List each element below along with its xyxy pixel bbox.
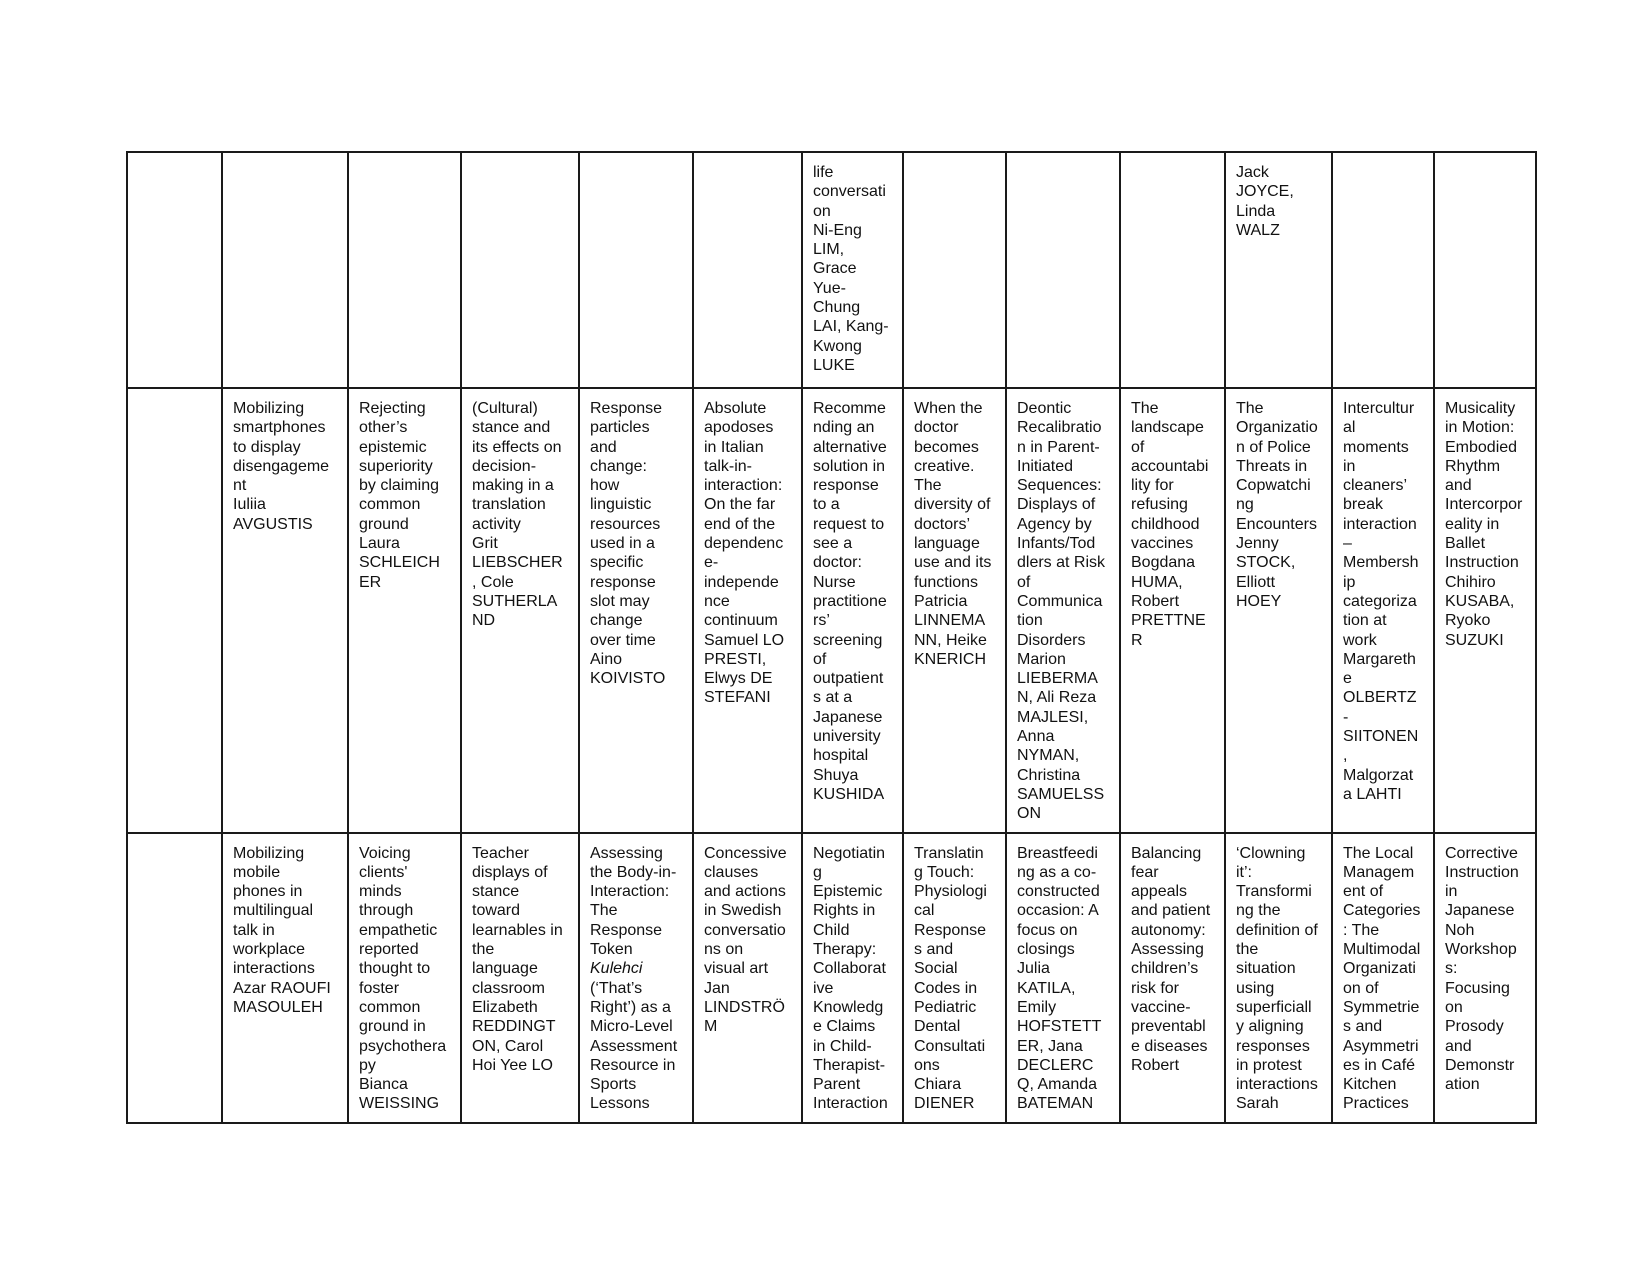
table-cell xyxy=(802,833,903,1123)
table-cell xyxy=(903,388,1006,833)
table-cell xyxy=(1120,833,1225,1123)
cell-text: Negotiatin g Epistemic Rights in Child Therapy: Collaborat ive Knowledg e Claims in Child- Therapist- Parent Interaction xyxy=(813,844,888,1113)
row-header-cell xyxy=(127,152,222,388)
table-cell xyxy=(579,388,693,833)
table-cell xyxy=(1225,152,1332,388)
table-row xyxy=(127,833,1536,1123)
table-cell xyxy=(1006,833,1120,1123)
table-cell xyxy=(802,152,903,388)
table-cell xyxy=(1225,388,1332,833)
table-cell xyxy=(1006,152,1120,388)
table-cell xyxy=(693,388,802,833)
cell-text: ‘Clowning it’: Transformi ng the definition of the situation using superficiall y aligning responses in protest interactions Sarah xyxy=(1236,844,1318,1113)
table-cell xyxy=(1332,388,1434,833)
cell-text: Breastfeedi ng as a co- constructed occasion: A focus on closings Julia KATILA, Emily HOFSTETT ER, Jana DECLERC Q, Amanda BATEMAN xyxy=(1017,844,1102,1113)
row-header-cell xyxy=(127,388,222,833)
table-cell xyxy=(1434,152,1536,388)
table-cell xyxy=(1434,388,1536,833)
table-cell xyxy=(348,152,461,388)
table-cell xyxy=(461,833,579,1123)
cell-text: Absolute apodoses in Italian talk-in- interaction: On the far end of the dependenc e- independe nce continuum Samuel LO PRESTI, Elwys DE STEFANI xyxy=(704,400,785,707)
cell-text: (Cultural) stance and its effects on decision- making in a translation activity Grit LIEBSCHER , Cole SUTHERLA ND xyxy=(472,400,563,630)
table-cell xyxy=(348,833,461,1123)
cell-text: life conversati on Ni-Eng LIM, Grace Yue- Chung LAI, Kang- Kwong LUKE xyxy=(813,164,889,374)
cell-text: Rejecting other’s epistemic superiority by claiming common ground Laura SCHLEICH ER xyxy=(359,400,440,591)
cell-text: Balancing fear appeals and patient autonomy: Assessing children’s risk for vaccine- preventabl e diseases Robert xyxy=(1131,844,1211,1074)
cell-text: The landscape of accountabi lity for refusing childhood vaccines Bogdana HUMA, Robert PRETTNE R xyxy=(1131,400,1209,649)
cell-text: The Local Managem ent of Categories : The Multimodal Organizati on of Symmetrie s and Asymmetri es in Café Kitchen Practices xyxy=(1343,844,1421,1113)
table-cell xyxy=(1120,152,1225,388)
cell-text: Intercultur al moments in cleaners’ break interaction – Membersh ip categoriza tion at work Margareth e OLBERTZ - SIITONEN , Malgorzat a LAHTI xyxy=(1343,400,1419,803)
table-cell xyxy=(579,152,693,388)
table-cell xyxy=(1120,388,1225,833)
table-cell xyxy=(1332,833,1434,1123)
cell-text: The Organizatio n of Police Threats in Copwatchi ng Encounters Jenny STOCK, Elliott HOEY xyxy=(1236,400,1318,610)
table-cell xyxy=(693,152,802,388)
table-cell xyxy=(1225,833,1332,1123)
table-cell xyxy=(222,833,348,1123)
table-cell xyxy=(693,833,802,1123)
cell-text: Assessing the Body-in- Interaction: The Response Token Kulehci (‘That’s Right’) as a Micro-Level Assessment Resource in Sports Lessons xyxy=(590,844,678,1113)
table-cell xyxy=(348,388,461,833)
cell-text: Corrective Instruction in Japanese Noh Workshop s: Focusing on Prosody and Demonstr ation xyxy=(1445,844,1519,1094)
row-header-cell xyxy=(127,833,222,1123)
cell-text: Musicality in Motion: Embodied Rhythm and Intercorpor eality in Ballet Instruction Chihiro KUSABA, Ryoko SUZUKI xyxy=(1445,400,1523,649)
cell-text: Mobilizing smartphones to display disengageme nt Iuliia AVGUSTIS xyxy=(233,400,330,533)
table-cell xyxy=(461,152,579,388)
table-cell xyxy=(461,388,579,833)
table-cell xyxy=(579,833,693,1123)
cell-text: Concessive clauses and actions in Swedish conversatio ns on visual art Jan LINDSTRÖ M xyxy=(704,844,787,1036)
cell-text: Deontic Recalibratio n in Parent- Initiated Sequences: Displays of Agency by Infants/Tod dlers at Risk of Communica tion Disorders Marion LIEBERMA N, Ali Reza MAJLESI, Anna NYMAN, Christina SAMUELSS ON xyxy=(1017,400,1106,823)
cell-text: Jack JOYCE, Linda WALZ xyxy=(1236,164,1294,239)
cell-text: Response particles and change: how linguistic resources used in a specific response slot may change over time Aino KOIVISTO xyxy=(590,400,666,688)
table-cell xyxy=(222,388,348,833)
cell-text: Recomme nding an alternative solution in response to a request to see a doctor: Nurse practitione rs’ screening of outpatient s at a Japanese university hospital Shuya KUSHIDA xyxy=(813,400,887,803)
table-cell xyxy=(1332,152,1434,388)
table-cell xyxy=(222,152,348,388)
table-cell xyxy=(1006,388,1120,833)
table-cell xyxy=(1434,833,1536,1123)
cell-text: When the doctor becomes creative. The diversity of doctors’ language use and its functions Patricia LINNEMA NN, Heike KNERICH xyxy=(914,400,992,668)
table-row xyxy=(127,388,1536,833)
cell-text: Translatin g Touch: Physiologi cal Response s and Social Codes in Pediatric Dental Consultati ons Chiara DIENER xyxy=(914,844,987,1113)
table-cell xyxy=(802,388,903,833)
program-table xyxy=(126,151,1537,1124)
cell-text: Teacher displays of stance toward learnables in the language classroom Elizabeth REDDINGT ON, Carol Hoi Yee LO xyxy=(472,844,563,1074)
cell-text: Voicing clients' minds through empathetic reported thought to foster common ground in psychothera py Bianca WEISSING xyxy=(359,844,447,1113)
table-cell xyxy=(903,152,1006,388)
table-row xyxy=(127,152,1536,388)
italic-term: Kulehci xyxy=(590,960,643,978)
table-cell xyxy=(903,833,1006,1123)
cell-text: Mobilizing mobile phones in multilingual talk in workplace interactions Azar RAOUFI MASOULEH xyxy=(233,844,331,1016)
